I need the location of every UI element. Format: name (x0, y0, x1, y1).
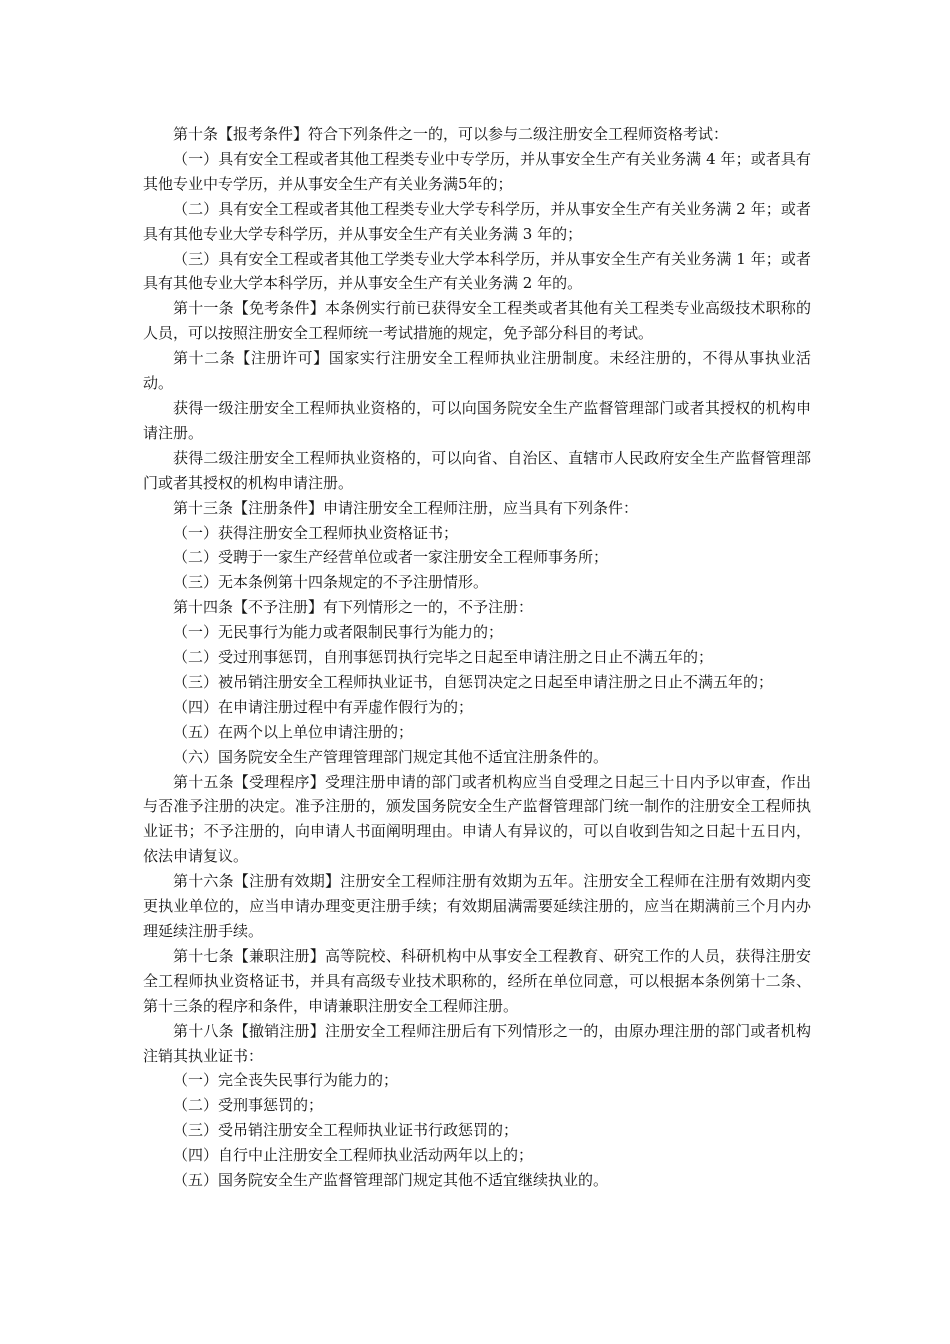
article-13-item-1: （一）获得注册安全工程师执业资格证书； (173, 523, 459, 542)
article-13-heading: 第十三条【注册条件】申请注册安全工程师注册，应当具有下列条件： (173, 498, 639, 517)
article-14-item-6: （六）国务院安全生产管理管理部门规定其他不适宜注册条件的。 (173, 747, 609, 766)
article-13-item-3: （三）无本条例第十四条规定的不予注册情形。 (173, 573, 489, 592)
article-14-item-4: （四）在申请注册过程中有弄虚作假行为的； (173, 697, 474, 716)
article-14-heading: 第十四条【不予注册】有下列情形之一的，不予注册： (173, 598, 534, 617)
article-14-item-3: （三）被吊销注册安全工程师执业证书，自惩罚决定之日起至申请注册之日止不满五年的； (173, 672, 774, 691)
article-18-item-1: （一）完全丧失民事行为能力的； (173, 1071, 399, 1090)
article-14-item-5: （五）在两个以上单位申请注册的； (173, 722, 414, 741)
article-13-item-2: （二）受聘于一家生产经营单位或者一家注册安全工程师事务所； (173, 548, 609, 567)
article-16: 第十六条【注册有效期】注册安全工程师注册有效期为五年。注册安全工程师在注册有效期内变更执业单位的，应当申请办理变更注册手续；有效期届满需要延续注册的，应当在期满前三个月内办理延续注册手续。 (143, 872, 811, 940)
article-12: 第十二条【注册许可】国家实行注册安全工程师执业注册制度。未经注册的，不得从事执业活动。 (143, 349, 811, 393)
article-12-clause-2: 获得二级注册安全工程师执业资格的，可以向省、自治区、直辖市人民政府安全生产监督管理部门或者其授权的机构申请注册。 (143, 448, 811, 492)
article-18-heading: 第十八条【撤销注册】注册安全工程师注册后有下列情形之一的，由原办理注册的部门或者机构注销其执业证书： (143, 1021, 811, 1065)
article-10-heading: 第十条【报考条件】符合下列条件之一的，可以参与二级注册安全工程师资格考试： (173, 125, 729, 143)
article-10-item-3: （三）具有安全工程或者其他工学类专业大学本科学历，并从事安全生产有关业务满 1 年；或者具有其他专业大学本科学历，并从事安全生产有关业务满 2 年的。 (143, 249, 811, 293)
article-18-item-4: （四）自行中止注册安全工程师执业活动两年以上的； (173, 1146, 534, 1165)
article-10-item-2: （二）具有安全工程或者其他工程类专业大学专科学历，并从事安全生产有关业务满 2 年；或者具有其他专业大学专科学历，并从事安全生产有关业务满 3 年的； (143, 199, 811, 243)
article-18-item-2: （二）受刑事惩罚的； (173, 1096, 324, 1115)
article-10-item-1: （一）具有安全工程或者其他工程类专业中专学历，并从事安全生产有关业务满 4 年；或者具有其他专业中专学历，并从事安全生产有关业务满5年的； (143, 149, 811, 193)
article-18-item-5: （五）国务院安全生产监督管理部门规定其他不适宜继续执业的。 (173, 1171, 609, 1190)
article-18-item-3: （三）受吊销注册安全工程师执业证书行政惩罚的； (173, 1121, 519, 1140)
article-12-clause-1: 获得一级注册安全工程师执业资格的，可以向国务院安全生产监督管理部门或者其授权的机构申请注册。 (143, 398, 811, 442)
article-15: 第十五条【受理程序】受理注册申请的部门或者机构应当自受理之日起三十日内予以审查，作出与否准予注册的决定。准予注册的，颁发国务院安全生产监督管理部门统一制作的注册安全工程师执业证书；不予注册的，向申请人书面阐明理由。申请人有异议的，可以自收到告知之日起十五日内，依法申请复议。 (143, 772, 811, 866)
article-11: 第十一条【免考条件】本条例实行前已获得安全工程类或者其他有关工程类专业高级技术职称的人员，可以按照注册安全工程师统一考试措施的规定，免予部分科目的考试。 (143, 299, 811, 343)
document-body (143, 122, 811, 1193)
article-14-item-1: （一）无民事行为能力或者限制民事行为能力的； (173, 623, 504, 642)
article-17: 第十七条【兼职注册】高等院校、科研机构中从事安全工程教育、研究工作的人员，获得注册安全工程师执业资格证书，并具有高级专业技术职称的，经所在单位同意，可以根据本条例第十二条、第十三条的程序和条件，申请兼职注册安全工程师注册。 (143, 946, 811, 1015)
article-14-item-2: （二）受过刑事惩罚，自刑事惩罚执行完毕之日起至申请注册之日止不满五年的； (173, 648, 714, 667)
